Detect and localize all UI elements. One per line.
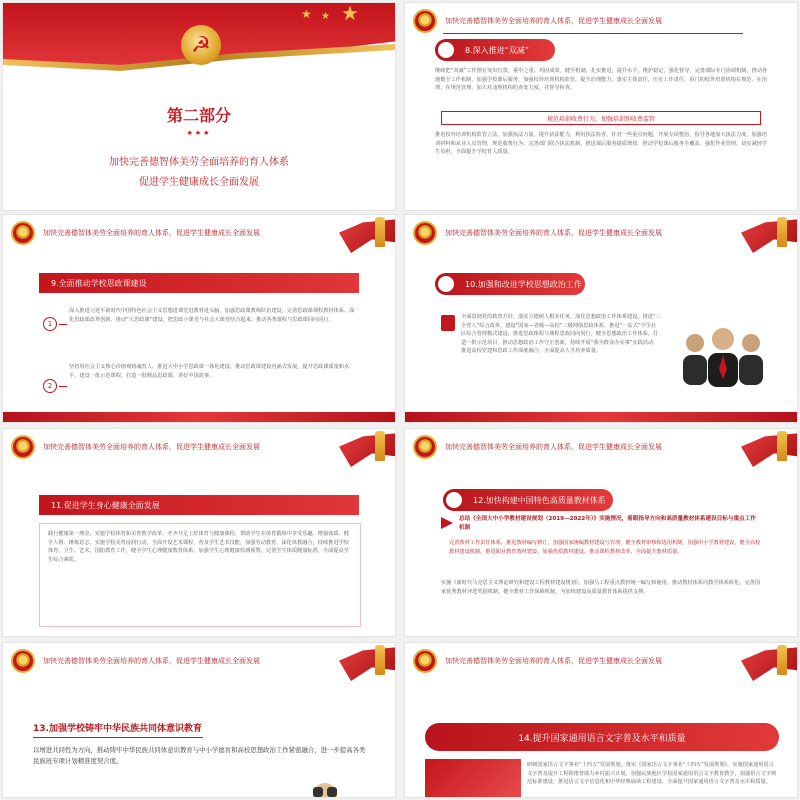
- party-emblem-icon: ☭: [181, 25, 221, 65]
- item-number-2: 2: [43, 379, 57, 393]
- key-point: 总结《全国大中小学教材建设规划（2019—2022年）》实施情况，着眼指导方向和高质量教材体系建设目标与重点工作机制: [459, 516, 756, 531]
- torch-icon: [777, 217, 787, 247]
- section-title: [443, 489, 613, 511]
- torch-icon: [777, 645, 787, 675]
- national-emblem-icon: [11, 221, 35, 245]
- slide-header: [3, 429, 395, 465]
- section-title-text: 12.加快构建中国特色高质量教材体系: [473, 495, 606, 505]
- slide-double-reduction[interactable]: [404, 2, 798, 211]
- item-connector: [59, 324, 67, 325]
- section-title: 9.全面推动学校思政课建设: [39, 273, 359, 293]
- slide-common-language[interactable]: [404, 642, 798, 798]
- header-text: 加快完善德智体美劳全面培养的育人体系，促进学生健康成长全面发展: [445, 17, 662, 25]
- section-title: 11.促进学生身心健康全面发展: [39, 495, 359, 515]
- slide-ideological-work[interactable]: [404, 214, 798, 423]
- arrow-icon: [441, 517, 453, 529]
- section-title-text: 10.加强和改进学校思想政治工作: [465, 279, 582, 289]
- slide-header: [405, 429, 797, 465]
- section-title: 14.提升国家通用语言文字普及水平和质量: [425, 723, 779, 751]
- part-title: 第二部分: [166, 106, 231, 125]
- title-underline: [33, 737, 203, 738]
- torch-icon: [777, 431, 787, 461]
- content-box: [39, 523, 361, 627]
- clipboard-icon: [441, 315, 455, 331]
- section-title-text: 8.深入推进“双减”: [465, 45, 529, 55]
- slide-header: [3, 215, 395, 251]
- header-divider: [443, 33, 743, 34]
- binoculars-person-icon: [303, 777, 347, 798]
- slide-header: [405, 215, 797, 251]
- cover-subtitle-line2: 促进学生健康成长全面发展: [139, 177, 259, 188]
- header-text: 加快完善德智体美劳全面培养的育人体系，促进学生健康成长全面发展: [445, 229, 662, 237]
- national-emblem-icon: [413, 649, 437, 673]
- section-paragraph: 继续把“双减”工作摆在突出位置，重中之重。巩固成果，健全机制，扎实推进，提升水平，维护稳定，强化督导，完善部际专门协调机制，推动各地健全工作机制，加强学校课后服务，加强校外培训机构监管，提升治理能力，落实主体责任，压实工作责任，看门的校外培训机构在规范、在治理，在规范管理，加大对违规机构的查处力度，并督导检查。: [435, 68, 768, 91]
- slide-header: [3, 643, 395, 679]
- header-text: 加快完善德智体美劳全面培养的育人体系，促进学生健康成长全面发展: [445, 443, 662, 451]
- header-text: 加快完善德智体美劳全面培养的育人体系，促进学生健康成长全面发展: [43, 443, 260, 451]
- national-emblem-icon: [413, 435, 437, 459]
- people-group-icon: [673, 317, 773, 387]
- bullet-icon: [446, 492, 462, 508]
- section-paragraph-2: 实施《新时代马克思主义理论研究和建设工程教材建设规划》，加强马工程重点教材统一编写和使用，推动教材体系向教学体系转化，完善国家优秀教材评选奖励机制，健全教材工作保障机制，为加快建设高质量教育体系提供支撑。: [441, 580, 761, 595]
- footer-band: [3, 412, 395, 422]
- national-emblem-icon: [413, 9, 437, 33]
- item-text-2: 坚持用社会主义核心价值观铸魂育人，推进大中小学思政课一体化建设，推动思政课建设内涵式发展，提升思政课质量和水平，建设一批示范课程，打造一批精品思政课，讲好中国故事。: [69, 364, 350, 379]
- footer-band: [405, 412, 797, 422]
- header-text: 加快完善德智体美劳全面培养的育人体系，促进学生健康成长全面发展: [43, 657, 260, 665]
- star-icon: ★: [341, 2, 359, 25]
- bullet-icon: [438, 276, 454, 292]
- section-title: [435, 273, 585, 295]
- torch-icon: [375, 431, 385, 461]
- item-connector: [59, 386, 67, 387]
- slide-header: [405, 643, 797, 679]
- cover-subtitle-line1: 加快完善德智体美劳全面培养的育人体系: [109, 157, 289, 168]
- slide-national-unity[interactable]: [2, 642, 396, 798]
- subheading-box: 规范培训收费行为，加强培训预收费监管: [441, 111, 761, 125]
- star-icon: ★: [321, 11, 330, 22]
- section-paragraph: 完善教材工作责任体系，推进教材编写修订，加强国家统编教材建设与管理，健全教材审核和选用机制，加强中小学教材建设，健全高校教材建设机制，推进职业教育教材建设，加强优质教材建设，推动课程教材改革，全面提升教材质量。: [449, 540, 761, 555]
- section-paragraph: 以增进共同性为方向，推动铸牢中华民族共同体意识教育与中小学德育和高校思想政治工作紧密融合，进一步提高各类民族班专项计划精准度契合度。: [33, 746, 366, 765]
- section-title: [435, 39, 555, 61]
- torch-icon: [375, 645, 385, 675]
- torch-icon: [375, 217, 385, 247]
- slide-ideological-course[interactable]: [2, 214, 396, 423]
- national-emblem-icon: [11, 649, 35, 673]
- header-text: 加快完善德智体美劳全面培养的育人体系，促进学生健康成长全面发展: [445, 657, 662, 665]
- section-paragraph: 研制国家语言文字事业“十四五”发展规划，落实《国家语言文字事业“十四五”发展规划》，实施国家通用语言文字普及提升工程和推普助力乡村振兴计划，加强民族地区学校国家通用语言文字教育教学，加强语言文字规范标准建设，推进语言文字信息化和中华经典诵读工程建设，全面提升国家通用语言文字普及水平和质量。: [527, 762, 777, 785]
- section-paragraph: 践行健康第一理念，实施学校体育和美育教学改革，开齐开足上好体育与健康课程，帮助学生在体育锻炼中享受乐趣、增强体质、健全人格、锤炼意志。实施学校美育浸润行动，全面开设艺术课程，普及学生艺术技能，加强劳动教育，深化体教融合，持续推进学校体育、卫生、艺术、国防教育工作，健全学生心理健康教育体系，加强学生心理健康监测预警，完善学生体质健康标准，全面提高学生综合素质。: [48, 531, 349, 563]
- header-text: 加快完善德智体美劳全面培养的育人体系，促进学生健康成长全面发展: [43, 229, 260, 237]
- national-emblem-icon: [413, 221, 437, 245]
- bullet-icon: [438, 42, 454, 58]
- national-emblem-icon: [11, 435, 35, 459]
- slide-textbook-system[interactable]: [404, 428, 798, 637]
- star-icon: ★: [301, 7, 312, 21]
- slide-health-development[interactable]: [2, 428, 396, 637]
- section-paragraph-2: 推进校外培训机构监管立法，加强执法力量，提升执法能力，利用执法检查，针对一些重点问题，开展专项整治，指导各地加大执法力度。加强培训材料和从业人员管理，规范收费行为，完善部门联合执法机制。推进课后服务提质增效，推动学校课后服务全覆盖。强化作业管理，切实减轻学生负担，全面提升学校育人质量。: [435, 132, 768, 155]
- section-title: 13.加强学校铸牢中华民族共同体意识教育: [33, 724, 202, 734]
- item-text-1: 深入推进习近平新时代中国特色社会主义思想进课堂进教材进头脑。加强思政课教师队伍建设，完善思政课课程教材体系。深化思政课改革创新，推动“大思政课”建设，把思政小课堂与社会大课堂结合起来，推动各类课程与思政课同向同行。: [69, 308, 355, 323]
- item-number-1: 1: [43, 317, 57, 331]
- stars-divider: ★★★: [186, 129, 212, 137]
- slide-part-two-cover[interactable]: [2, 2, 396, 211]
- red-side-panel: [425, 759, 521, 798]
- section-paragraph: 全面贯彻党的教育方针，落实立德树人根本任务，深化思想政治工作体系建设，推进“三全育人”综合改革，建设“国家—省级—高校”三级网络思政体系，推进“一站式”学生社区综合管理模式建设，推进思政课程与课程思政同向同行，健全思想政治工作体系，打造一批示范项目，推动思想政治工作守正创新，持续开展“我为群众办实事”实践活动，推进高校党建和思政工作深度融合，全面提高人才培养质量。: [461, 314, 661, 354]
